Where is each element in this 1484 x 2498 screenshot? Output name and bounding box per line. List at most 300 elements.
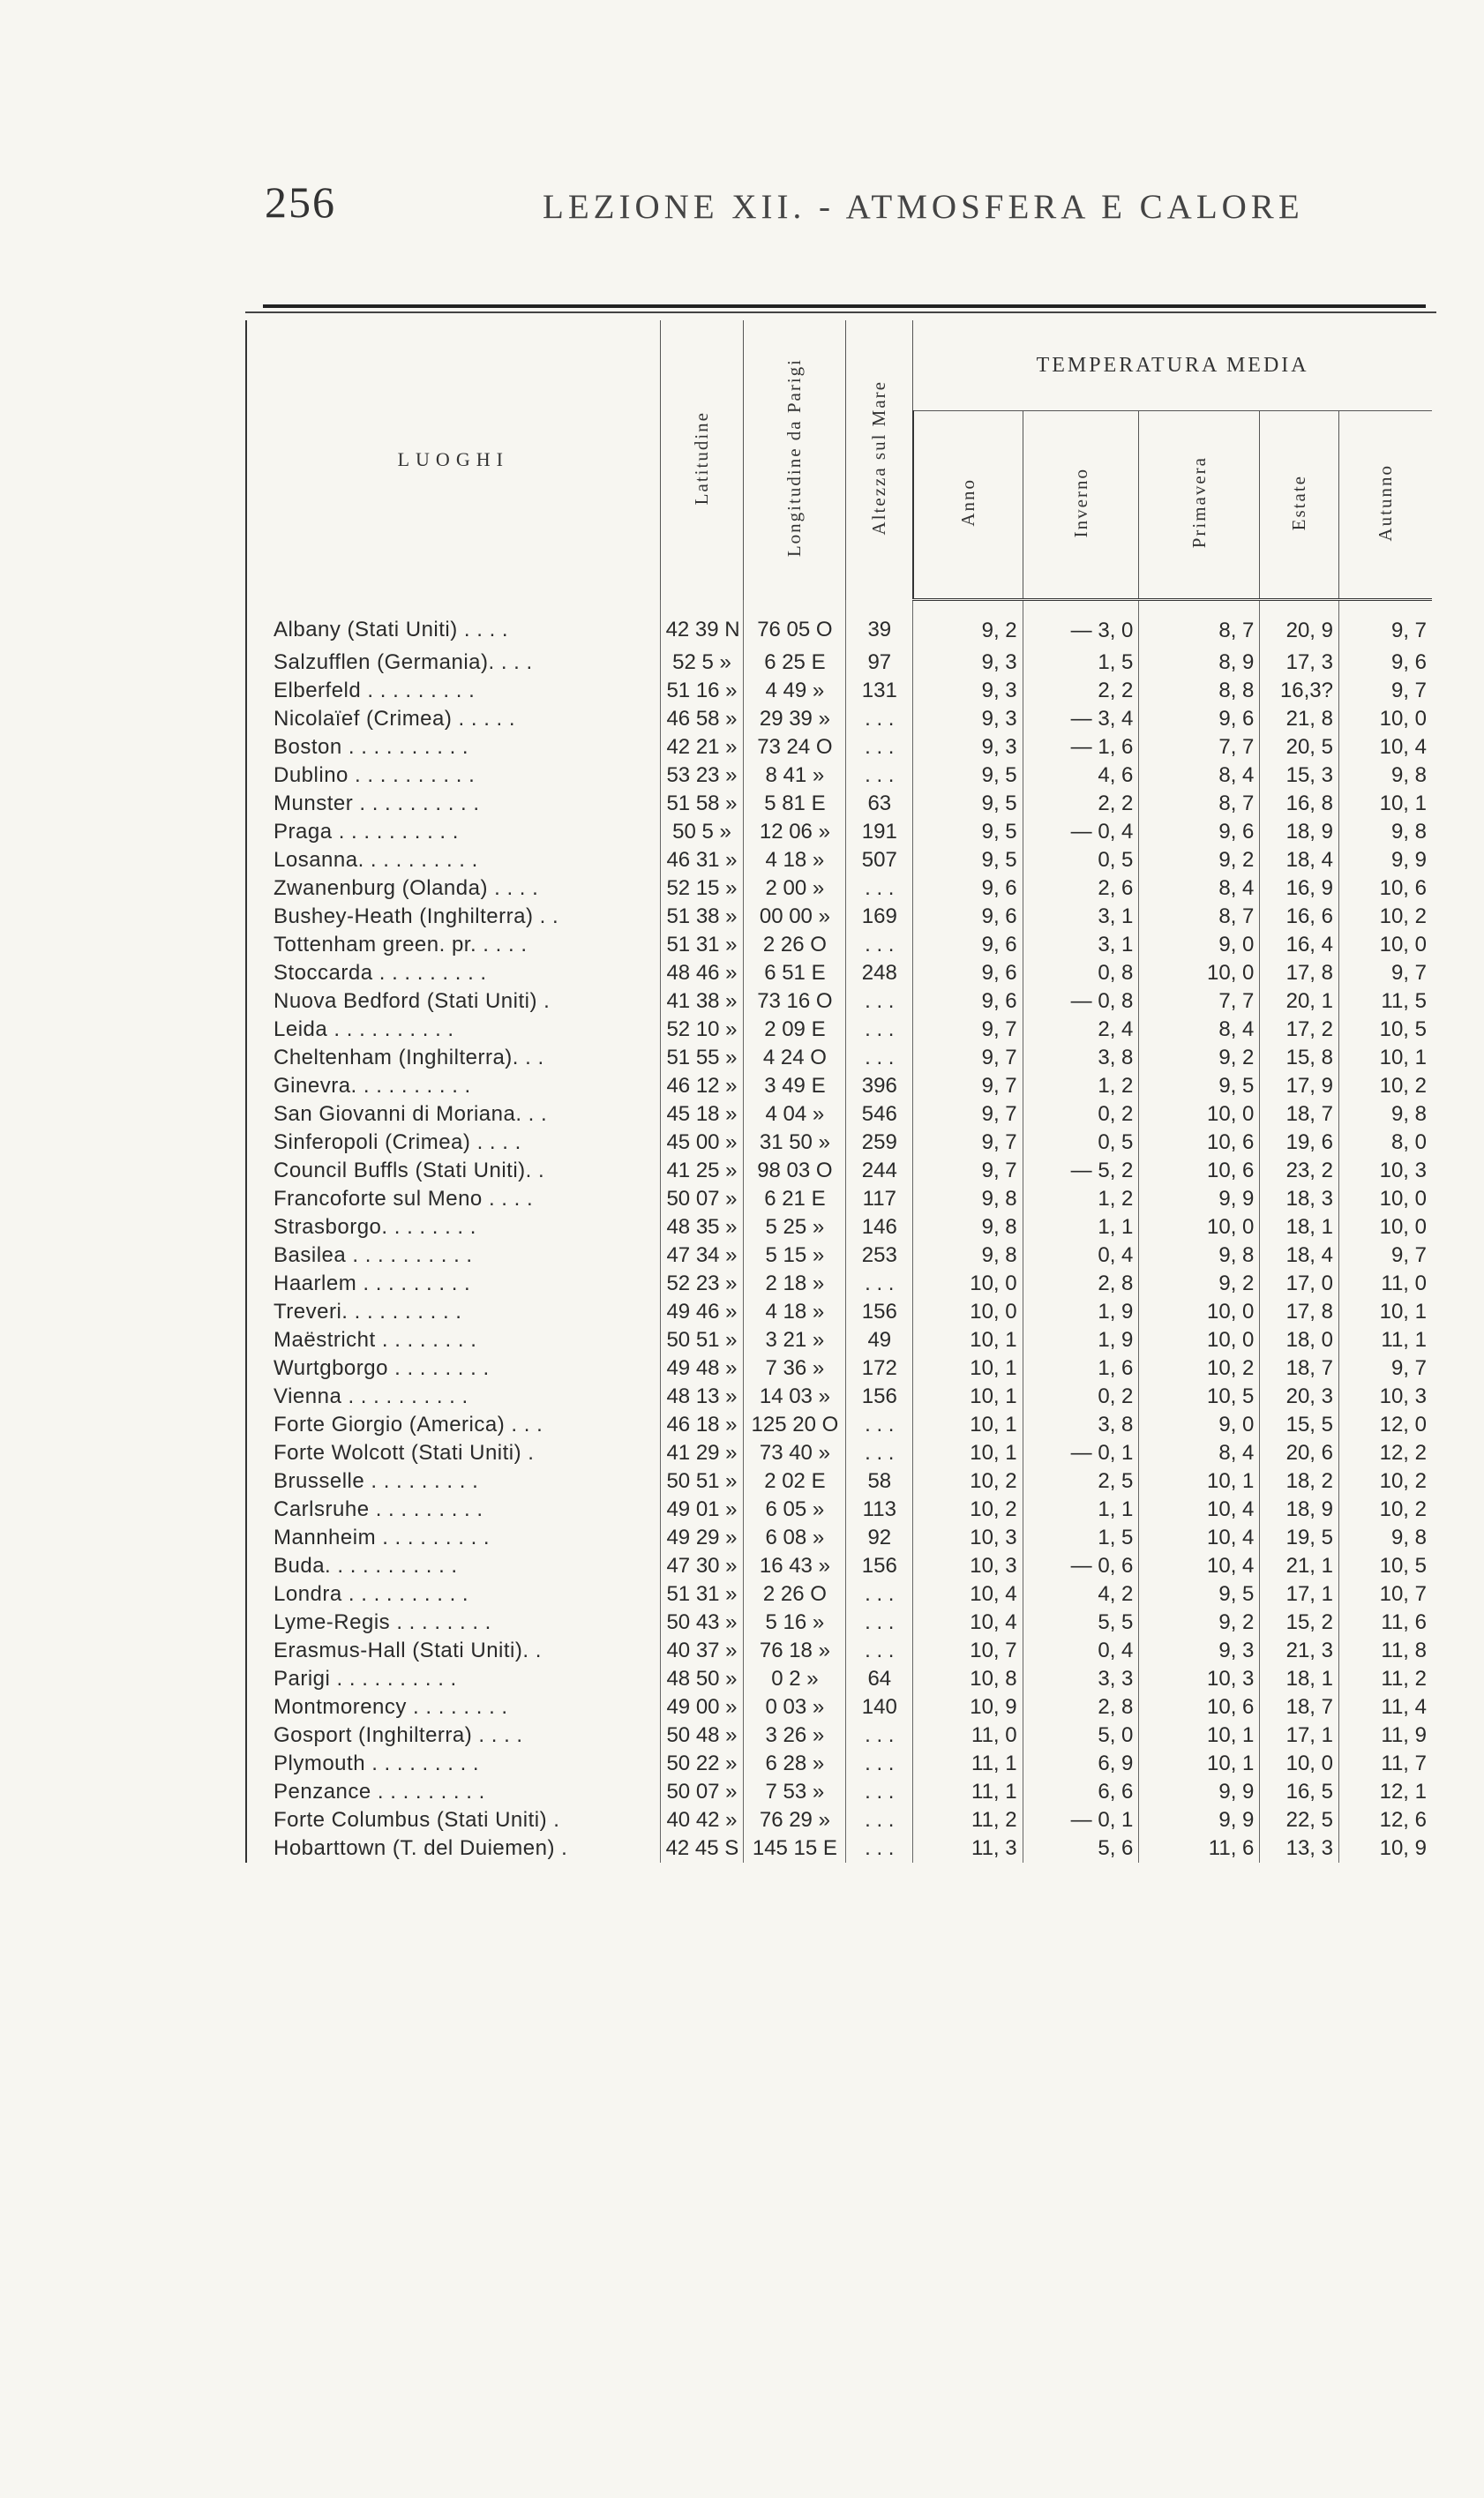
- cell-autumn: 10, 0: [1339, 931, 1433, 959]
- cell-latitude: 50 5 »: [660, 818, 744, 846]
- cell-summer: 18, 4: [1260, 846, 1339, 874]
- cell-autumn: 8, 0: [1339, 1129, 1433, 1157]
- cell-summer: 20, 1: [1260, 987, 1339, 1016]
- cell-longitude: 5 25 »: [744, 1213, 846, 1241]
- cell-longitude: 16 43 »: [744, 1552, 846, 1580]
- cell-autumn: 10, 6: [1339, 874, 1433, 903]
- cell-latitude: 49 46 »: [660, 1298, 744, 1326]
- cell-spring: 11, 6: [1139, 1834, 1260, 1863]
- cell-year: 9, 5: [913, 761, 1023, 790]
- cell-autumn: 9, 8: [1339, 761, 1433, 790]
- cell-winter: 2, 8: [1023, 1270, 1139, 1298]
- cell-winter: 0, 2: [1023, 1100, 1139, 1129]
- cell-year: 9, 3: [913, 733, 1023, 761]
- table-row: [246, 1778, 1432, 1806]
- cell-year: 9, 3: [913, 705, 1023, 733]
- cell-altitude: . . .: [846, 1637, 913, 1665]
- table-row: [246, 1072, 1432, 1100]
- cell-longitude: 3 21 »: [744, 1326, 846, 1354]
- cell-place: Tottenham green. pr. . . . .: [246, 931, 660, 959]
- cell-summer: 21, 1: [1260, 1552, 1339, 1580]
- cell-year: 9, 6: [913, 874, 1023, 903]
- cell-latitude: 45 00 »: [660, 1129, 744, 1157]
- cell-spring: 9, 2: [1139, 846, 1260, 874]
- cell-autumn: 12, 6: [1339, 1806, 1433, 1834]
- cell-place: Forte Wolcott (Stati Uniti) .: [246, 1439, 660, 1467]
- cell-year: 10, 1: [913, 1326, 1023, 1354]
- cell-altitude: . . .: [846, 1778, 913, 1806]
- cell-altitude: . . .: [846, 1750, 913, 1778]
- cell-longitude: 12 06 »: [744, 818, 846, 846]
- cell-altitude: . . .: [846, 1609, 913, 1637]
- cell-spring: 7, 7: [1139, 733, 1260, 761]
- cell-longitude: 2 18 »: [744, 1270, 846, 1298]
- cell-place: Elberfeld . . . . . . . . .: [246, 677, 660, 705]
- cell-place: Munster . . . . . . . . . .: [246, 790, 660, 818]
- cell-altitude: . . .: [846, 1439, 913, 1467]
- table-row: [246, 733, 1432, 761]
- cell-winter: 0, 2: [1023, 1383, 1139, 1411]
- cell-year: 9, 5: [913, 818, 1023, 846]
- table-row: [246, 1524, 1432, 1552]
- cell-altitude: 92: [846, 1524, 913, 1552]
- table-row: [246, 677, 1432, 705]
- cell-autumn: 10, 3: [1339, 1383, 1433, 1411]
- header-summer: Estate: [1260, 411, 1339, 600]
- cell-autumn: 10, 5: [1339, 1552, 1433, 1580]
- cell-altitude: 63: [846, 790, 913, 818]
- cell-longitude: 8 41 »: [744, 761, 846, 790]
- temperature-table: [245, 320, 1432, 1863]
- table-row: [246, 1552, 1432, 1580]
- cell-place: Brusselle . . . . . . . . .: [246, 1467, 660, 1496]
- cell-spring: 10, 6: [1139, 1129, 1260, 1157]
- cell-place: Leida . . . . . . . . . .: [246, 1016, 660, 1044]
- cell-autumn: 9, 7: [1339, 600, 1433, 649]
- cell-latitude: 50 22 »: [660, 1750, 744, 1778]
- cell-summer: 20, 3: [1260, 1383, 1339, 1411]
- cell-year: 10, 2: [913, 1467, 1023, 1496]
- table-row: [246, 1580, 1432, 1609]
- cell-summer: 15, 8: [1260, 1044, 1339, 1072]
- cell-year: 9, 3: [913, 677, 1023, 705]
- cell-spring: 10, 4: [1139, 1496, 1260, 1524]
- cell-year: 9, 7: [913, 1100, 1023, 1129]
- cell-altitude: 259: [846, 1129, 913, 1157]
- table-row: [246, 790, 1432, 818]
- table-row: [246, 1834, 1432, 1863]
- cell-place: Strasborgo. . . . . . . .: [246, 1213, 660, 1241]
- cell-longitude: 2 02 E: [744, 1467, 846, 1496]
- cell-autumn: 11, 4: [1339, 1693, 1433, 1722]
- table-row: [246, 1157, 1432, 1185]
- cell-spring: 10, 6: [1139, 1157, 1260, 1185]
- cell-autumn: 10, 9: [1339, 1834, 1433, 1863]
- running-head: [0, 176, 1484, 229]
- table-row: [246, 1439, 1432, 1467]
- cell-spring: 8, 4: [1139, 761, 1260, 790]
- cell-place: Maëstricht . . . . . . . .: [246, 1326, 660, 1354]
- cell-summer: 20, 6: [1260, 1439, 1339, 1467]
- cell-altitude: . . .: [846, 733, 913, 761]
- cell-year: 9, 7: [913, 1016, 1023, 1044]
- cell-year: 9, 3: [913, 649, 1023, 677]
- cell-spring: 9, 9: [1139, 1778, 1260, 1806]
- cell-autumn: 10, 0: [1339, 705, 1433, 733]
- cell-autumn: 10, 1: [1339, 1044, 1433, 1072]
- cell-autumn: 11, 5: [1339, 987, 1433, 1016]
- cell-year: 10, 3: [913, 1524, 1023, 1552]
- cell-altitude: 546: [846, 1100, 913, 1129]
- cell-longitude: 73 40 »: [744, 1439, 846, 1467]
- cell-place: Mannheim . . . . . . . . .: [246, 1524, 660, 1552]
- cell-summer: 16, 4: [1260, 931, 1339, 959]
- cell-longitude: 0 2 »: [744, 1665, 846, 1693]
- cell-latitude: 52 10 »: [660, 1016, 744, 1044]
- cell-latitude: 49 00 »: [660, 1693, 744, 1722]
- cell-altitude: 191: [846, 818, 913, 846]
- cell-longitude: 6 25 E: [744, 649, 846, 677]
- cell-latitude: 51 55 »: [660, 1044, 744, 1072]
- cell-place: Forte Columbus (Stati Uniti) .: [246, 1806, 660, 1834]
- cell-latitude: 52 5 »: [660, 649, 744, 677]
- cell-longitude: 76 18 »: [744, 1637, 846, 1665]
- cell-place: Nuova Bedford (Stati Uniti) .: [246, 987, 660, 1016]
- cell-summer: 19, 6: [1260, 1129, 1339, 1157]
- table-top-rule: [263, 304, 1426, 308]
- cell-autumn: 10, 4: [1339, 733, 1433, 761]
- cell-year: 10, 3: [913, 1552, 1023, 1580]
- cell-longitude: 7 36 »: [744, 1354, 846, 1383]
- cell-summer: 18, 7: [1260, 1100, 1339, 1129]
- cell-spring: 10, 6: [1139, 1693, 1260, 1722]
- cell-altitude: 507: [846, 846, 913, 874]
- cell-year: 10, 0: [913, 1270, 1023, 1298]
- cell-winter: 1, 6: [1023, 1354, 1139, 1383]
- cell-altitude: . . .: [846, 1834, 913, 1863]
- header-altitude: Altezza sul Mare: [846, 320, 913, 600]
- cell-spring: 10, 5: [1139, 1383, 1260, 1411]
- cell-year: 9, 7: [913, 1129, 1023, 1157]
- cell-place: Gosport (Inghilterra) . . . .: [246, 1722, 660, 1750]
- cell-winter: 3, 1: [1023, 931, 1139, 959]
- cell-year: 10, 2: [913, 1496, 1023, 1524]
- cell-place: Ginevra. . . . . . . . . .: [246, 1072, 660, 1100]
- cell-winter: 2, 5: [1023, 1467, 1139, 1496]
- cell-spring: 8, 7: [1139, 903, 1260, 931]
- header-latitude: Latitudine: [660, 320, 744, 600]
- cell-latitude: 49 29 »: [660, 1524, 744, 1552]
- cell-summer: 20, 5: [1260, 733, 1339, 761]
- cell-place: Carlsruhe . . . . . . . . .: [246, 1496, 660, 1524]
- table-row: [246, 1722, 1432, 1750]
- cell-autumn: 10, 0: [1339, 1213, 1433, 1241]
- header-places: LUOGHI: [246, 320, 660, 600]
- cell-spring: 9, 0: [1139, 931, 1260, 959]
- cell-spring: 9, 2: [1139, 1270, 1260, 1298]
- cell-latitude: 42 45 S: [660, 1834, 744, 1863]
- cell-spring: 9, 8: [1139, 1241, 1260, 1270]
- cell-place: Zwanenburg (Olanda) . . . .: [246, 874, 660, 903]
- cell-spring: 9, 9: [1139, 1806, 1260, 1834]
- cell-place: Forte Giorgio (America) . . .: [246, 1411, 660, 1439]
- cell-latitude: 50 07 »: [660, 1185, 744, 1213]
- cell-spring: 9, 2: [1139, 1609, 1260, 1637]
- cell-spring: 8, 8: [1139, 677, 1260, 705]
- cell-spring: 9, 9: [1139, 1185, 1260, 1213]
- cell-summer: 23, 2: [1260, 1157, 1339, 1185]
- table-row: [246, 1213, 1432, 1241]
- table-row: [246, 1806, 1432, 1834]
- cell-summer: 18, 4: [1260, 1241, 1339, 1270]
- cell-longitude: 76 05 O: [744, 600, 846, 649]
- cell-year: 9, 8: [913, 1213, 1023, 1241]
- table-row: [246, 931, 1432, 959]
- cell-longitude: 2 00 »: [744, 874, 846, 903]
- table-row: [246, 1270, 1432, 1298]
- table-row: [246, 1298, 1432, 1326]
- cell-winter: 4, 6: [1023, 761, 1139, 790]
- cell-autumn: 9, 7: [1339, 1354, 1433, 1383]
- cell-place: Lyme-Regis . . . . . . . .: [246, 1609, 660, 1637]
- table-row: [246, 1044, 1432, 1072]
- cell-altitude: 156: [846, 1298, 913, 1326]
- cell-spring: 9, 6: [1139, 705, 1260, 733]
- cell-summer: 15, 2: [1260, 1609, 1339, 1637]
- cell-longitude: 4 04 »: [744, 1100, 846, 1129]
- cell-winter: — 0, 1: [1023, 1806, 1139, 1834]
- cell-latitude: 46 58 »: [660, 705, 744, 733]
- cell-altitude: . . .: [846, 1411, 913, 1439]
- header-year: Anno: [913, 411, 1023, 600]
- table-row: [246, 1411, 1432, 1439]
- cell-place: Francoforte sul Meno . . . .: [246, 1185, 660, 1213]
- cell-summer: 18, 7: [1260, 1354, 1339, 1383]
- cell-longitude: 2 26 O: [744, 931, 846, 959]
- cell-autumn: 9, 8: [1339, 1100, 1433, 1129]
- cell-place: Hobarttown (T. del Duiemen) .: [246, 1834, 660, 1863]
- page-number: 256: [265, 177, 336, 227]
- table-row: [246, 1383, 1432, 1411]
- cell-spring: 8, 7: [1139, 790, 1260, 818]
- cell-winter: 1, 2: [1023, 1185, 1139, 1213]
- cell-summer: 18, 3: [1260, 1185, 1339, 1213]
- cell-autumn: 11, 1: [1339, 1326, 1433, 1354]
- cell-winter: 0, 4: [1023, 1241, 1139, 1270]
- cell-year: 10, 1: [913, 1439, 1023, 1467]
- header-autumn: Autunno: [1339, 411, 1433, 600]
- cell-year: 10, 1: [913, 1354, 1023, 1383]
- cell-altitude: . . .: [846, 1270, 913, 1298]
- cell-altitude: . . .: [846, 1580, 913, 1609]
- cell-altitude: 97: [846, 649, 913, 677]
- cell-year: 9, 8: [913, 1185, 1023, 1213]
- cell-spring: 10, 1: [1139, 1467, 1260, 1496]
- table-row: [246, 1100, 1432, 1129]
- cell-altitude: . . .: [846, 705, 913, 733]
- cell-winter: 2, 6: [1023, 874, 1139, 903]
- cell-altitude: 156: [846, 1383, 913, 1411]
- cell-longitude: 5 15 »: [744, 1241, 846, 1270]
- cell-latitude: 48 46 »: [660, 959, 744, 987]
- cell-winter: 1, 1: [1023, 1213, 1139, 1241]
- cell-year: 9, 6: [913, 959, 1023, 987]
- cell-year: 11, 0: [913, 1722, 1023, 1750]
- table-row: [246, 761, 1432, 790]
- cell-autumn: 10, 5: [1339, 1016, 1433, 1044]
- cell-latitude: 41 29 »: [660, 1439, 744, 1467]
- cell-altitude: 117: [846, 1185, 913, 1213]
- cell-place: Council Buffls (Stati Uniti). .: [246, 1157, 660, 1185]
- cell-spring: 9, 6: [1139, 818, 1260, 846]
- table-row: [246, 1750, 1432, 1778]
- cell-longitude: 73 16 O: [744, 987, 846, 1016]
- cell-spring: 8, 4: [1139, 1439, 1260, 1467]
- cell-longitude: 3 49 E: [744, 1072, 846, 1100]
- cell-latitude: 48 13 »: [660, 1383, 744, 1411]
- cell-longitude: 3 26 »: [744, 1722, 846, 1750]
- cell-altitude: . . .: [846, 987, 913, 1016]
- cell-latitude: 46 31 »: [660, 846, 744, 874]
- cell-place: Boston . . . . . . . . . .: [246, 733, 660, 761]
- cell-winter: 5, 0: [1023, 1722, 1139, 1750]
- cell-autumn: 12, 0: [1339, 1411, 1433, 1439]
- cell-autumn: 10, 2: [1339, 1467, 1433, 1496]
- cell-winter: 6, 6: [1023, 1778, 1139, 1806]
- cell-longitude: 4 18 »: [744, 1298, 846, 1326]
- cell-spring: 8, 7: [1139, 600, 1260, 649]
- cell-winter: 3, 1: [1023, 903, 1139, 931]
- cell-year: 10, 4: [913, 1609, 1023, 1637]
- cell-winter: — 0, 1: [1023, 1439, 1139, 1467]
- cell-summer: 15, 3: [1260, 761, 1339, 790]
- cell-year: 10, 8: [913, 1665, 1023, 1693]
- cell-latitude: 42 21 »: [660, 733, 744, 761]
- cell-winter: — 1, 6: [1023, 733, 1139, 761]
- cell-year: 9, 7: [913, 1072, 1023, 1100]
- cell-year: 10, 7: [913, 1637, 1023, 1665]
- cell-autumn: 9, 8: [1339, 1524, 1433, 1552]
- cell-summer: 17, 9: [1260, 1072, 1339, 1100]
- cell-winter: 1, 9: [1023, 1298, 1139, 1326]
- header-longitude: Longitudine da Parigi: [744, 320, 846, 600]
- cell-summer: 17, 0: [1260, 1270, 1339, 1298]
- cell-longitude: 29 39 »: [744, 705, 846, 733]
- cell-spring: 10, 0: [1139, 959, 1260, 987]
- cell-longitude: 4 49 »: [744, 677, 846, 705]
- table-row: [246, 1665, 1432, 1693]
- cell-year: 9, 2: [913, 600, 1023, 649]
- cell-winter: 4, 2: [1023, 1580, 1139, 1609]
- cell-year: 10, 9: [913, 1693, 1023, 1722]
- cell-summer: 18, 9: [1260, 1496, 1339, 1524]
- cell-summer: 16, 9: [1260, 874, 1339, 903]
- table-row: [246, 1354, 1432, 1383]
- cell-year: 11, 3: [913, 1834, 1023, 1863]
- cell-summer: 17, 1: [1260, 1722, 1339, 1750]
- cell-winter: 1, 5: [1023, 1524, 1139, 1552]
- cell-autumn: 10, 1: [1339, 1298, 1433, 1326]
- table-row: [246, 959, 1432, 987]
- cell-longitude: 6 51 E: [744, 959, 846, 987]
- cell-year: 9, 6: [913, 987, 1023, 1016]
- cell-longitude: 14 03 »: [744, 1383, 846, 1411]
- cell-altitude: 169: [846, 903, 913, 931]
- cell-winter: 3, 3: [1023, 1665, 1139, 1693]
- cell-place: Londra . . . . . . . . . .: [246, 1580, 660, 1609]
- cell-latitude: 50 43 »: [660, 1609, 744, 1637]
- cell-summer: 17, 3: [1260, 649, 1339, 677]
- cell-place: Nicolaïef (Crimea) . . . . .: [246, 705, 660, 733]
- cell-place: Parigi . . . . . . . . . .: [246, 1665, 660, 1693]
- cell-latitude: 50 51 »: [660, 1326, 744, 1354]
- cell-place: Bushey-Heath (Inghilterra) . .: [246, 903, 660, 931]
- cell-summer: 18, 1: [1260, 1665, 1339, 1693]
- cell-winter: — 0, 8: [1023, 987, 1139, 1016]
- table-row: [246, 1609, 1432, 1637]
- table-row: [246, 1693, 1432, 1722]
- cell-latitude: 47 34 »: [660, 1241, 744, 1270]
- cell-latitude: 42 39 N: [660, 600, 744, 649]
- cell-winter: 5, 6: [1023, 1834, 1139, 1863]
- cell-longitude: 7 53 »: [744, 1778, 846, 1806]
- cell-latitude: 51 31 »: [660, 1580, 744, 1609]
- cell-summer: 18, 9: [1260, 818, 1339, 846]
- cell-latitude: 50 51 »: [660, 1467, 744, 1496]
- cell-place: Montmorency . . . . . . . .: [246, 1693, 660, 1722]
- cell-summer: 18, 1: [1260, 1213, 1339, 1241]
- cell-altitude: . . .: [846, 761, 913, 790]
- cell-summer: 16, 8: [1260, 790, 1339, 818]
- cell-place: Wurtgborgo . . . . . . . .: [246, 1354, 660, 1383]
- cell-summer: 16, 6: [1260, 903, 1339, 931]
- cell-altitude: 113: [846, 1496, 913, 1524]
- cell-place: Salzufflen (Germania). . . .: [246, 649, 660, 677]
- cell-latitude: 51 58 »: [660, 790, 744, 818]
- cell-spring: 10, 1: [1139, 1750, 1260, 1778]
- cell-place: Sinferopoli (Crimea) . . . .: [246, 1129, 660, 1157]
- cell-longitude: 5 81 E: [744, 790, 846, 818]
- cell-place: Losanna. . . . . . . . . .: [246, 846, 660, 874]
- cell-autumn: 10, 2: [1339, 1072, 1433, 1100]
- cell-spring: 10, 1: [1139, 1722, 1260, 1750]
- cell-winter: 2, 2: [1023, 790, 1139, 818]
- cell-place: Treveri. . . . . . . . . .: [246, 1298, 660, 1326]
- cell-longitude: 98 03 O: [744, 1157, 846, 1185]
- cell-place: Buda. . . . . . . . . . .: [246, 1552, 660, 1580]
- cell-place: San Giovanni di Moriana. . .: [246, 1100, 660, 1129]
- cell-spring: 9, 5: [1139, 1072, 1260, 1100]
- cell-altitude: . . .: [846, 874, 913, 903]
- cell-summer: 22, 5: [1260, 1806, 1339, 1834]
- cell-autumn: 10, 2: [1339, 1496, 1433, 1524]
- cell-place: Basilea . . . . . . . . . .: [246, 1241, 660, 1270]
- cell-autumn: 10, 0: [1339, 1185, 1433, 1213]
- cell-latitude: 41 25 »: [660, 1157, 744, 1185]
- cell-longitude: 4 24 O: [744, 1044, 846, 1072]
- cell-longitude: 5 16 »: [744, 1609, 846, 1637]
- cell-latitude: 53 23 »: [660, 761, 744, 790]
- cell-spring: 10, 0: [1139, 1298, 1260, 1326]
- cell-autumn: 11, 8: [1339, 1637, 1433, 1665]
- cell-year: 11, 2: [913, 1806, 1023, 1834]
- cell-altitude: . . .: [846, 1044, 913, 1072]
- cell-winter: — 5, 2: [1023, 1157, 1139, 1185]
- cell-latitude: 52 15 »: [660, 874, 744, 903]
- cell-place: Stoccarda . . . . . . . . .: [246, 959, 660, 987]
- cell-spring: 10, 2: [1139, 1354, 1260, 1383]
- cell-latitude: 50 48 »: [660, 1722, 744, 1750]
